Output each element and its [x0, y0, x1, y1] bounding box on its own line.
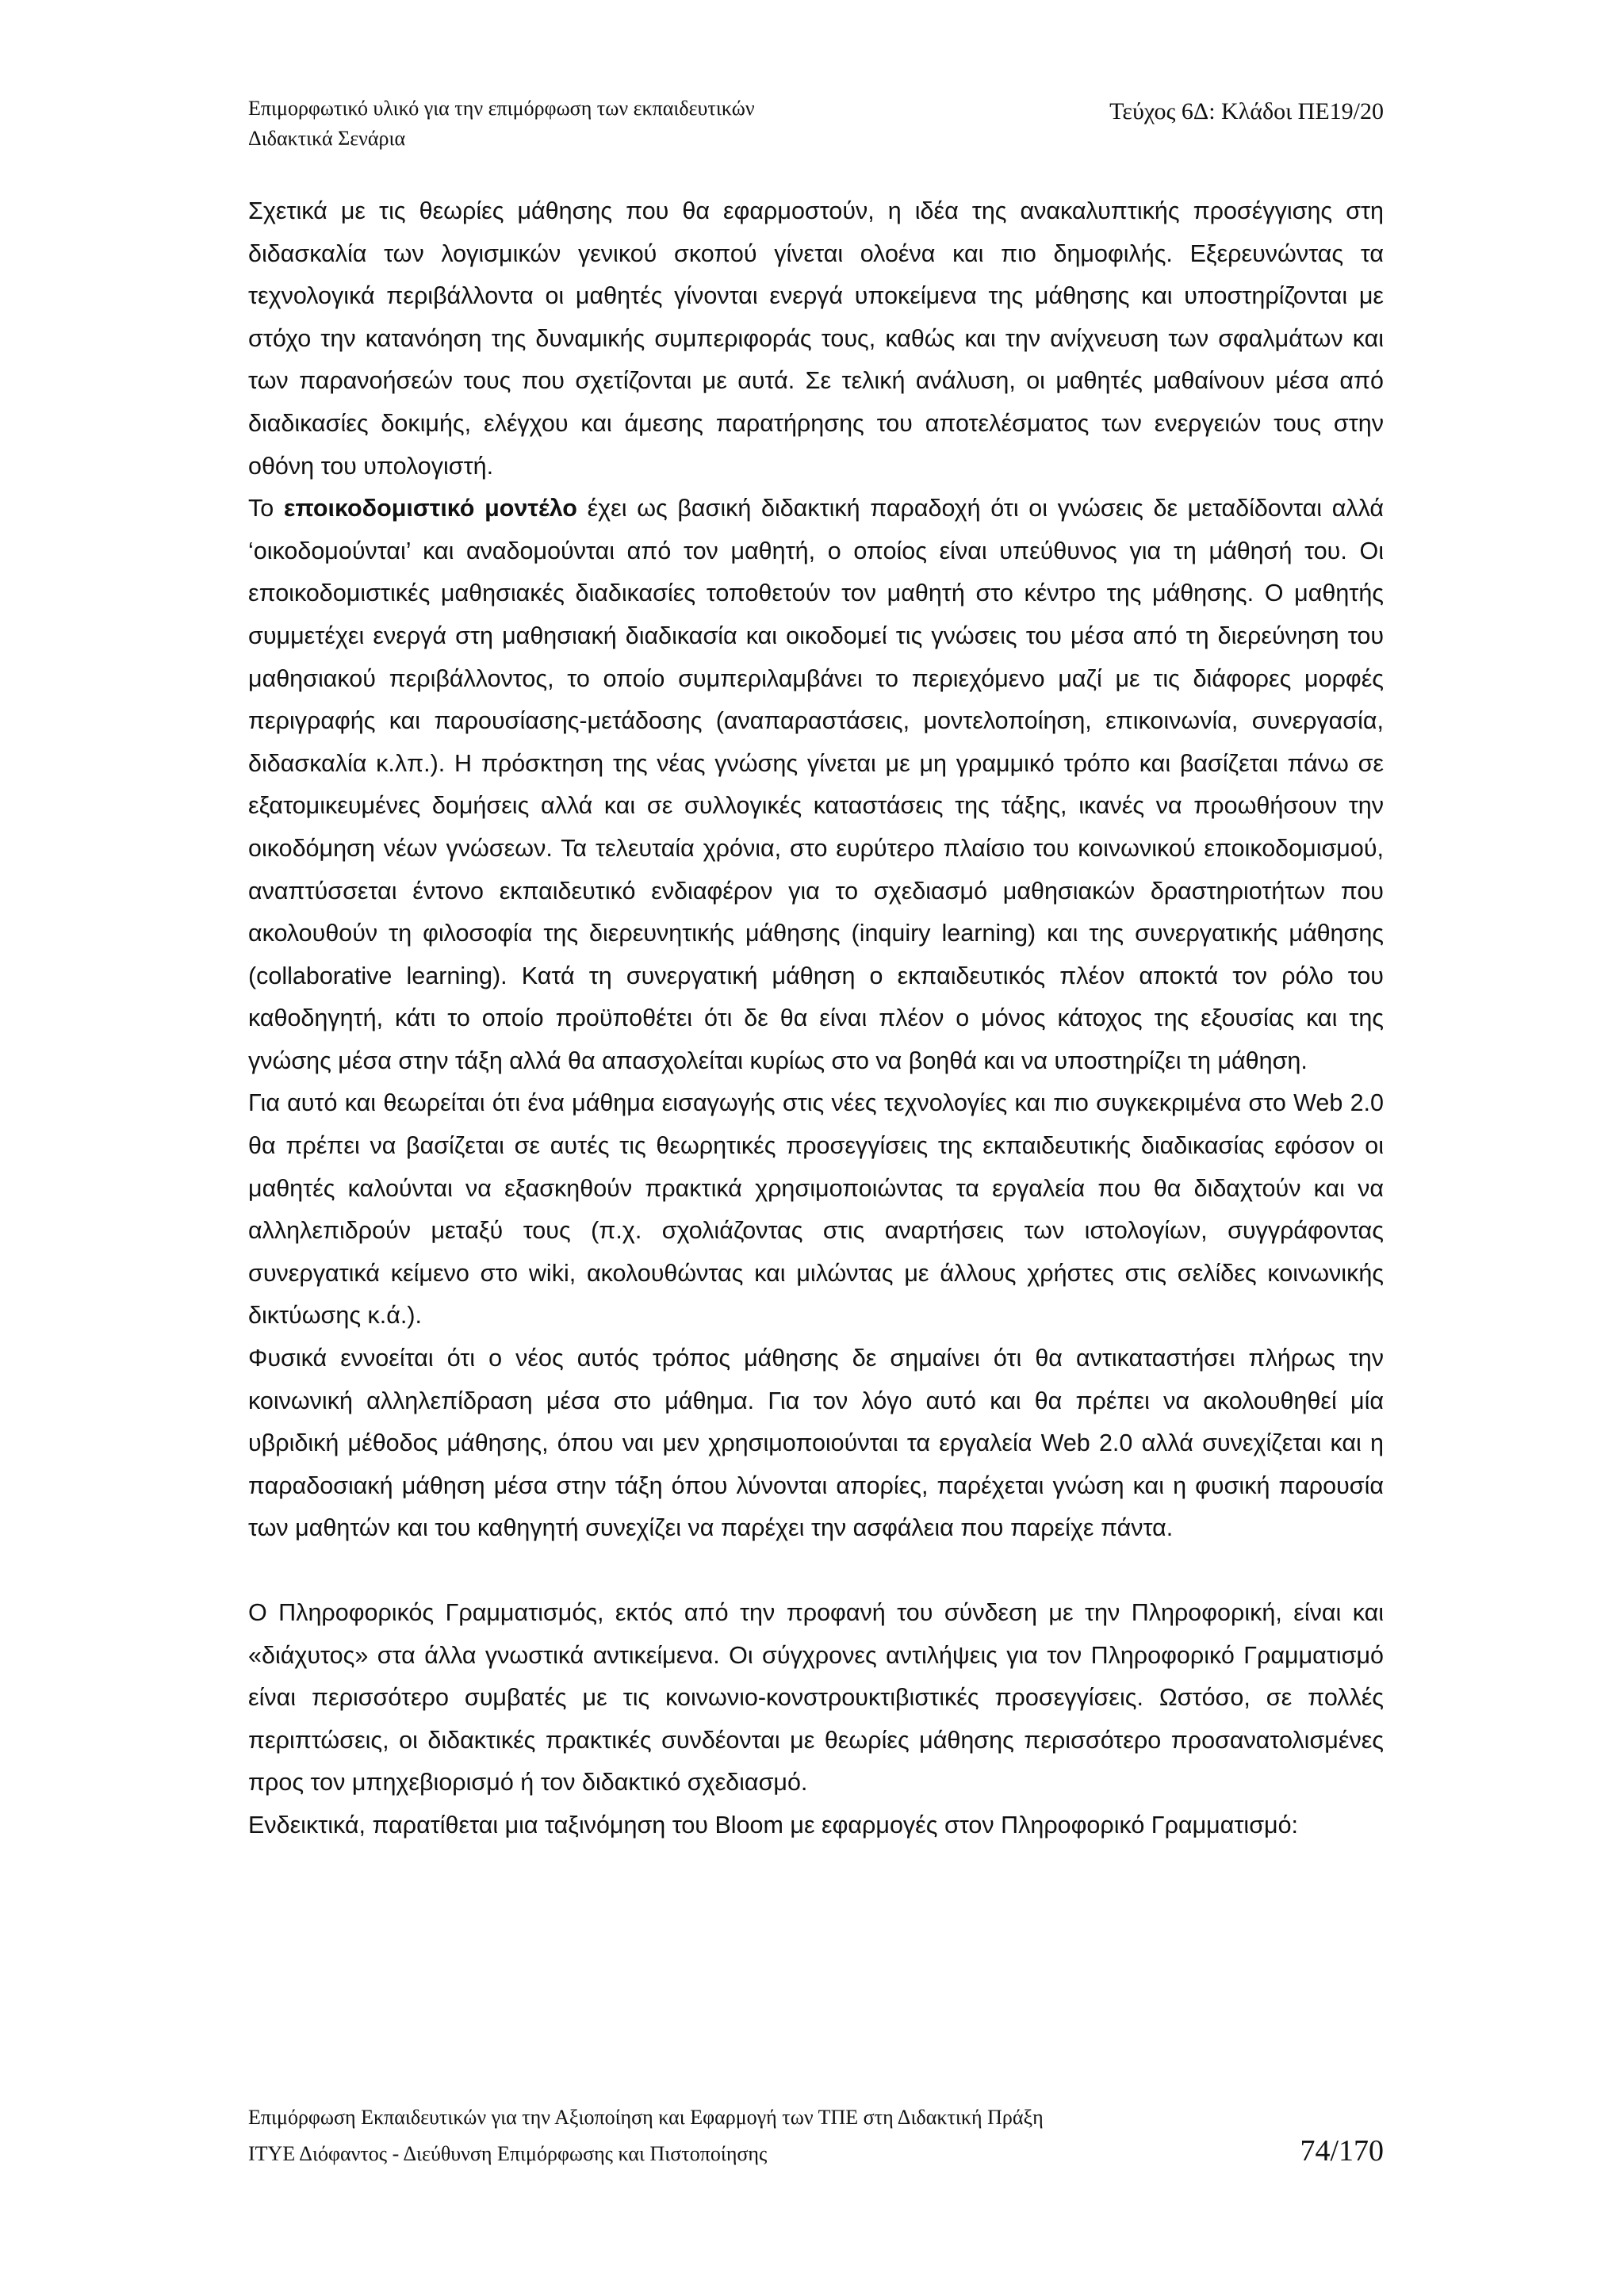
- header-section-title: Διδακτικά Σενάρια: [248, 127, 406, 150]
- page-number: 74/170: [1300, 2134, 1384, 2168]
- paragraph-discovery-learning: Σχετικά με τις θεωρίες μάθησης που θα εφαρμοστούν, η ιδέα της ανακαλυπτικής προσέγγισης στη διδασκαλία των λογισμικών γενικού σκοπού γίνεται ολοένα και πιο δημοφιλής. Εξερευνώντας τα τεχνολογικά περιβάλλοντα οι μαθητές γίνονται ενεργά υποκείμενα της μάθησης και υποστηρίζονται με στόχο την κατανόηση της δυναμικής συμπεριφοράς τους, καθώς και την ανίχνευση των σφαλμάτων και των παρανοήσεών τους που σχετίζονται με αυτά. Σε τελική ανάλυση, οι μαθητές μαθαίνουν μέσα από διαδικασίες δοκιμής, ελέγχου και άμεσης παρατήρησης του αποτελέσματος των ενεργειών τους στην οθόνη του υπολογιστή.: [248, 197, 1384, 480]
- page-header: [248, 94, 1384, 154]
- paragraph-web20-course: Για αυτό και θεωρείται ότι ένα μάθημα εισαγωγής στις νέες τεχνολογίες και πιο συγκεκριμένα στο Web 2.0 θα πρέπει να βασίζεται σε αυτές τις θεωρητικές προσεγγίσεις της εκπαιδευτικής διαδικασίας εφόσον οι μαθητές καλούνται να εξασκηθούν πρακτικά χρησιμοποιώντας τα εργαλεία που θα διδαχτούν και να αλληλεπιδρούν μεταξύ τους (π.χ. σχολιάζοντας στις αναρτήσεις των ιστολογίων, συγγράφοντας συνεργατικά κείμενο στο wiki, ακολουθώντας και μιλώντας με άλλους χρήστες στις σελίδες κοινωνικής δικτύωσης κ.ά.).: [248, 1089, 1384, 1330]
- header-publication-title: Επιμορφωτικό υλικό για την επιμόρφωση των εκπαιδευτικών: [248, 97, 755, 120]
- paragraph-constructivist-start: Το: [248, 495, 284, 522]
- document-body: [248, 190, 1384, 1847]
- paragraph-hybrid-learning: Φυσικά εννοείται ότι ο νέος αυτός τρόπος μάθησης δε σημαίνει ότι θα αντικαταστήσει πλήρως την κοινωνική αλληλεπίδραση μέσα στο μάθημα. Για τον λόγο αυτό και θα πρέπει να ακολουθηθεί μία υβριδική μέθοδος μάθησης, όπου ναι μεν χρησιμοποιούνται τα εργαλεία Web 2.0 αλλά συνεχίζεται και η παραδοσιακή μάθηση μέσα στην τάξη όπου λύνονται απορίες, παρέχεται γνώση και η φυσική παρουσία των μαθητών και του καθηγητή συνεχίζει να παρέχει την ασφάλεια που παρείχε πάντα.: [248, 1345, 1384, 1542]
- footer-organization: ΙΤΥΕ Διόφαντος - Διεύθυνση Επιμόρφωσης και Πιστοποίησης: [248, 2142, 768, 2165]
- header-issue-info: Τεύχος 6Δ: Κλάδοι ΠΕ19/20: [1109, 98, 1384, 124]
- term-constructivist-model: εποικοδομιστικό μοντέλο: [283, 495, 577, 522]
- page-footer: [248, 2099, 1384, 2172]
- paragraph-constructivist-rest: έχει ως βασική διδακτική παραδοχή ότι οι γνώσεις δε μεταδίδονται αλλά ‘οικοδομούνται’ και αναδομούνται από τον μαθητή, ο οποίος είναι υπεύθυνος για τη μάθησή του. Οι εποικοδομιστικές μαθησιακές διαδικασίες τοποθετούν τον μαθητή στο κέντρο της μάθησης. Ο μαθητής συμμετέχει ενεργά στη μαθησιακή διαδικασία και οικοδομεί τις γνώσεις του μέσα από τη διερεύνηση του μαθησιακού περιβάλλοντος, το οποίο συμπεριλαμβάνει το περιεχόμενο μαζί με τις διάφορες μορφές περιγραφής και παρουσίασης-μετάδοσης (αναπαραστάσεις, μοντελοποίηση, επικοινωνία, συνεργασία, διδασκαλία κ.λπ.). Η πρόσκτηση της νέας γνώσης γίνεται με μη γραμμικό τρόπο και βασίζεται πάνω σε εξατομικευμένες δομήσεις αλλά και σε συλλογικές καταστάσεις της τάξης, ικανές να προωθήσουν την οικοδόμηση νέων γνώσεων. Τα τελευταία χρόνια, στο ευρύτερο πλαίσιο του κοινωνικού εποικοδομισμού, αναπτύσσεται έντονο εκπαιδευτικό ενδιαφέρον για το σχεδιασμό μαθησιακών δραστηριοτήτων που ακολουθούν τη φιλοσοφία της διερευνητικής μάθησης (inquiry learning) και της συνεργατικής μάθησης (collaborative learning). Κατά τη συνεργατική μάθηση ο εκπαιδευτικός πλέον αποκτά τον ρόλο του καθοδηγητή, κάτι το οποίο προϋποθέτει ότι δε θα είναι πλέον ο μόνος κάτοχος της εξουσίας και της γνώσης μέσα στην τάξη αλλά θα απασχολείται κυρίως στο να βοηθά και να υποστηρίζει τη μάθηση.: [248, 495, 1385, 1074]
- paragraph-constructivist-model: [248, 488, 1384, 1082]
- paragraph-information-literacy: Ο Πληροφορικός Γραμματισμός, εκτός από την προφανή του σύνδεση με την Πληροφορική, είναι και «διάχυτος» στα άλλα γνωστικά αντικείμενα. Οι σύγχρονες αντιλήψεις για τον Πληροφορικό Γραμματισμό είναι περισσότερο συμβατές με τις κοινωνιο-κονστρουκτιβιστικές προσεγγίσεις. Ωστόσο, σε πολλές περιπτώσεις, οι διδακτικές πρακτικές συνδέονται με θεωρίες μάθησης περισσότερο προσανατολισμένες προς τον μπηχεβιορισμό ή τον διδακτικό σχεδιασμό.: [248, 1599, 1384, 1797]
- footer-program-title: Επιμόρφωση Εκπαιδευτικών για την Αξιοποίηση και Εφαρμογή των ΤΠΕ στη Διδακτική Πράξη: [248, 2106, 1044, 2129]
- paragraph-bloom-taxonomy: Ενδεικτικά, παρατίθεται μια ταξινόμηση του Bloom με εφαρμογές στον Πληροφορικό Γραμματισμό:: [248, 1811, 1299, 1839]
